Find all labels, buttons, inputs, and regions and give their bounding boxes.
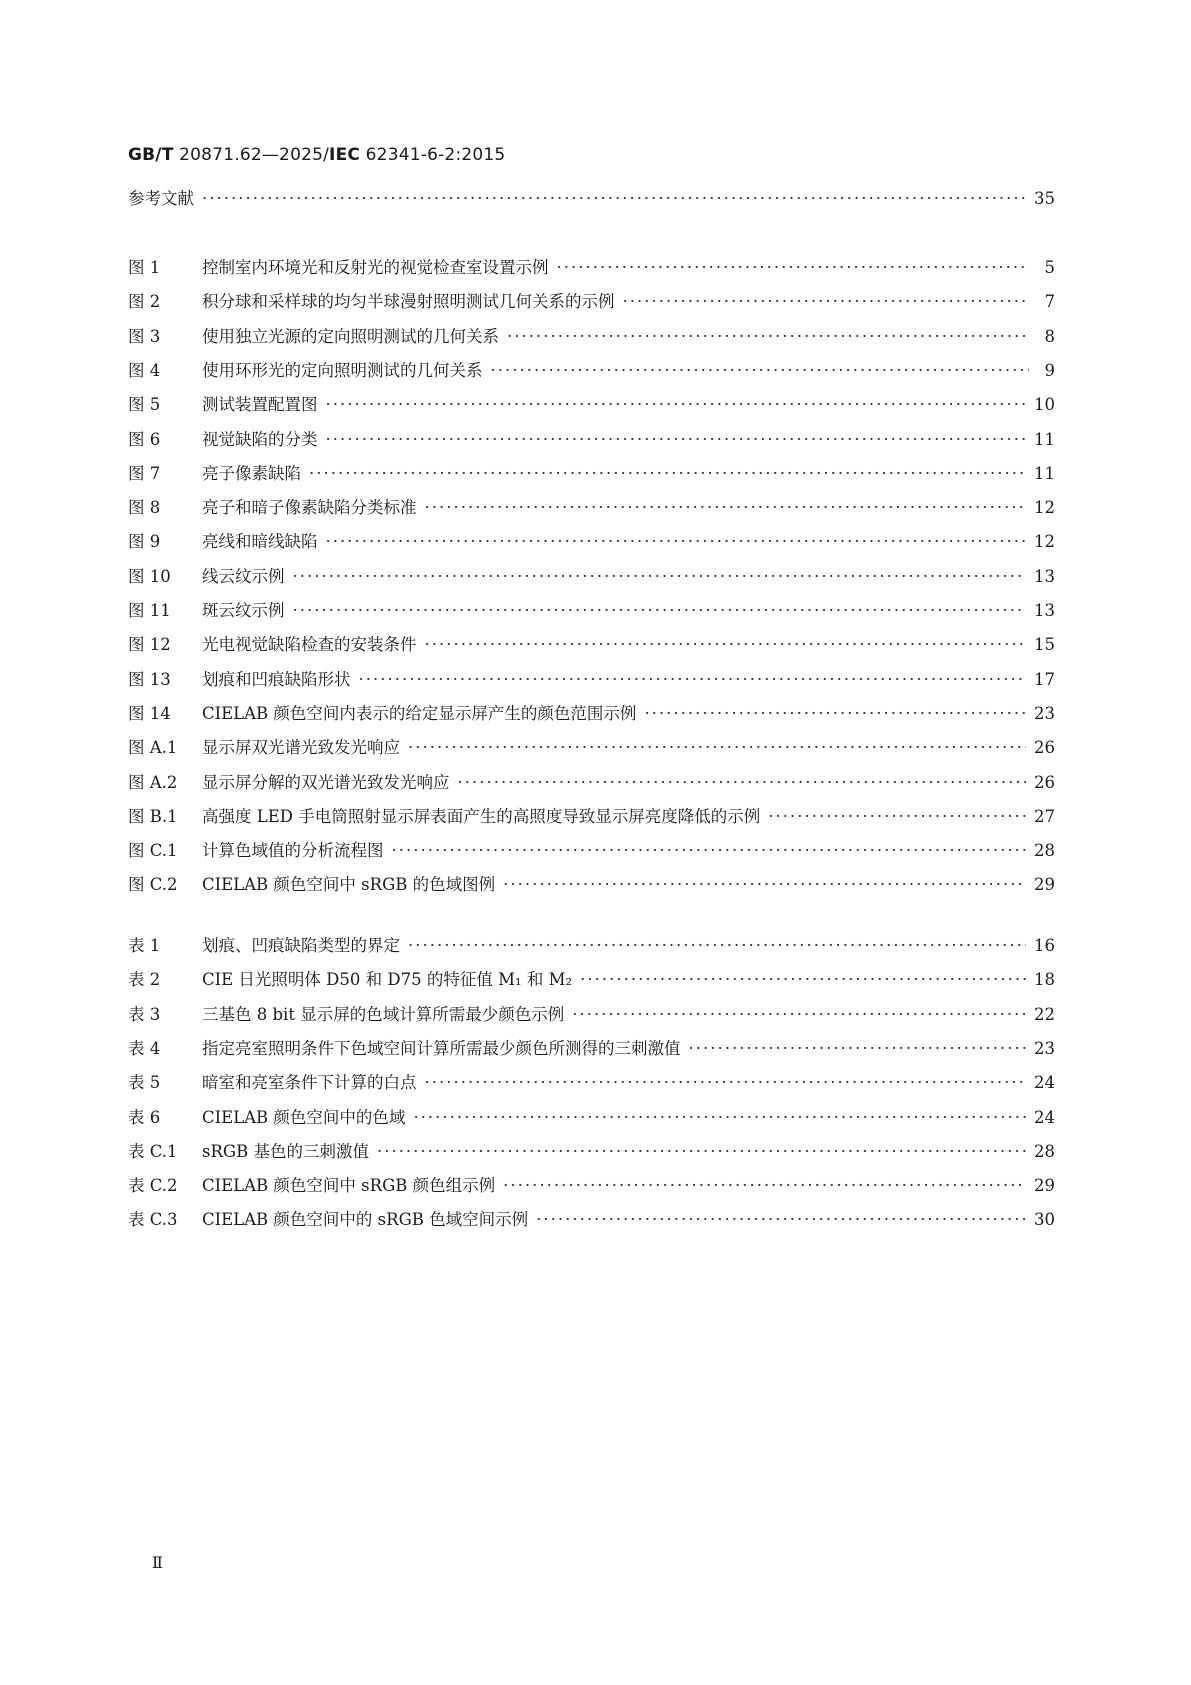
toc-entry-label: 图 11 <box>128 601 171 620</box>
leader-dots <box>768 807 1026 826</box>
toc-entry-page: 29 <box>1034 1176 1055 1196</box>
leader-dots <box>689 1039 1027 1058</box>
toc-entry-label: 图 A.1 <box>128 738 178 758</box>
toc-entry-title: 使用环形光的定向照明测试的几何关系 <box>202 360 483 380</box>
toc-entry-title: 视觉缺陷的分类 <box>202 429 318 449</box>
toc-entry[interactable] <box>128 1172 1055 1198</box>
toc-entry[interactable] <box>128 1138 1055 1164</box>
toc-entry[interactable] <box>128 769 1055 795</box>
toc-entry-page: 35 <box>1034 189 1055 208</box>
toc-entry-label: 图 12 <box>128 635 171 655</box>
toc-entry-page: 12 <box>1034 498 1055 518</box>
toc-entry-page: 8 <box>1044 326 1055 346</box>
toc-entry-page: 30 <box>1034 1210 1055 1230</box>
leader-dots <box>580 970 1026 989</box>
leader-dots <box>408 936 1026 955</box>
toc-entry-title: 划痕和凹痕缺陷形状 <box>202 669 351 689</box>
standard-prefix: GB/T <box>128 145 174 165</box>
leader-dots <box>507 327 1029 346</box>
leader-dots <box>503 875 1026 894</box>
leader-dots <box>293 601 1027 620</box>
toc-entry-title: 指定亮室照明条件下色域空间计算所需最少颜色所测得的三刺激值 <box>202 1038 681 1058</box>
toc-entry-page: 23 <box>1034 703 1055 723</box>
toc-entry-page: 17 <box>1034 669 1055 689</box>
document-header <box>128 145 505 165</box>
iec-code: 62341-6-2:2015 <box>360 145 506 165</box>
toc-entry-title: 积分球和采样球的均匀半球漫射照明测试几何关系的示例 <box>202 292 615 312</box>
toc-entry-page: 29 <box>1034 875 1055 895</box>
toc-entry[interactable] <box>128 1206 1055 1232</box>
toc-entry-title: 显示屏双光谱光致发光响应 <box>202 738 400 758</box>
leader-dots <box>503 1176 1026 1195</box>
leader-dots <box>377 1142 1026 1161</box>
toc-entry[interactable] <box>128 426 1055 452</box>
toc-entry-label: 表 1 <box>128 936 161 955</box>
toc-entry-label: 图 2 <box>128 292 161 312</box>
leader-dots <box>309 464 1026 483</box>
leader-dots <box>536 1210 1026 1229</box>
toc-entry-label: 图 C.1 <box>128 841 178 861</box>
leader-dots <box>557 258 1030 277</box>
toc-entry[interactable] <box>128 254 1055 280</box>
standard-code: 20871.62—2025/ <box>173 145 330 165</box>
toc-entry[interactable] <box>128 494 1055 520</box>
toc-entry-page: 11 <box>1034 463 1055 483</box>
toc-entry[interactable] <box>128 871 1055 897</box>
leader-dots <box>623 292 1030 311</box>
toc-entry-label: 图 13 <box>128 669 171 689</box>
toc-entry-title: 高强度 LED 手电筒照射显示屏表面产生的高照度导致显示屏亮度降低的示例 <box>202 806 761 826</box>
toc-entry-page: 10 <box>1034 395 1055 415</box>
toc-entry[interactable] <box>128 803 1055 829</box>
toc-entry[interactable] <box>128 966 1055 992</box>
toc-entry-label: 图 5 <box>128 395 161 415</box>
toc-entry[interactable] <box>128 932 1055 958</box>
toc-entry[interactable] <box>128 357 1055 383</box>
toc-entry-references[interactable] <box>128 185 1055 211</box>
toc-entry[interactable] <box>128 597 1055 623</box>
leader-dots <box>425 498 1027 517</box>
toc-entry-title: 光电视觉缺陷检查的安装条件 <box>202 635 417 655</box>
toc-entry-title: CIELAB 颜色空间中 sRGB 的色域图例 <box>202 875 496 895</box>
toc-entry-page: 24 <box>1034 1107 1055 1127</box>
leader-dots <box>413 1108 1026 1127</box>
toc-entry-title: 划痕、凹痕缺陷类型的界定 <box>202 936 400 955</box>
toc-entry-label: 图 14 <box>128 703 171 723</box>
leader-dots <box>293 567 1027 586</box>
leader-dots <box>458 773 1027 792</box>
toc-entry-label: 图 C.2 <box>128 875 178 895</box>
toc-entry-label: 表 C.3 <box>128 1210 178 1230</box>
toc-entry-label: 表 C.2 <box>128 1176 178 1196</box>
toc-entry-label: 表 3 <box>128 1004 161 1024</box>
toc-entry-label: 图 4 <box>128 360 161 380</box>
toc-entry-page: 24 <box>1034 1073 1055 1093</box>
toc-entry-page: 18 <box>1034 970 1055 990</box>
toc-entry-title: 使用独立光源的定向照明测试的几何关系 <box>202 326 499 346</box>
toc-entry[interactable] <box>128 1001 1055 1027</box>
toc-entry-title: sRGB 基色的三刺激值 <box>202 1141 369 1161</box>
page-number: Ⅱ <box>152 1553 163 1572</box>
toc-entry-label: 图 10 <box>128 566 171 586</box>
toc-entry-page: 16 <box>1034 936 1055 955</box>
toc-entry-label: 表 2 <box>128 970 161 990</box>
leader-dots <box>326 395 1027 414</box>
leader-dots <box>359 670 1027 689</box>
toc-entry-page: 27 <box>1034 806 1055 826</box>
leader-dots <box>572 1005 1026 1024</box>
toc-entry-title: CIELAB 颜色空间中的 sRGB 色域空间示例 <box>202 1210 529 1230</box>
toc-entry-title: 暗室和亮室条件下计算的白点 <box>202 1073 417 1093</box>
toc-entry[interactable] <box>128 323 1055 349</box>
toc-entry-page: 13 <box>1034 566 1055 586</box>
toc-entry-label: 图 A.2 <box>128 772 178 792</box>
toc-entry[interactable] <box>128 666 1055 692</box>
toc-entry-title: CIELAB 颜色空间内表示的给定显示屏产生的颜色范围示例 <box>202 703 637 723</box>
leader-dots <box>202 189 1026 208</box>
toc-entry-label: 表 4 <box>128 1038 161 1058</box>
leader-dots <box>644 704 1026 723</box>
toc-entry-title: 三基色 8 bit 显示屏的色域计算所需最少颜色示例 <box>202 1004 565 1024</box>
leader-dots <box>392 841 1027 860</box>
toc-entry-label: 图 9 <box>128 532 161 552</box>
toc-entry-title: 亮子和暗子像素缺陷分类标准 <box>202 498 417 518</box>
toc-entry-title: 斑云纹示例 <box>202 601 285 620</box>
toc-entry-page: 9 <box>1044 360 1055 380</box>
toc-entry-label: 图 3 <box>128 326 161 346</box>
toc-entry-title: 参考文献 <box>128 189 194 208</box>
toc-entry-label: 表 5 <box>128 1073 161 1093</box>
toc-entry-page: 5 <box>1044 258 1055 277</box>
toc-entry-page: 22 <box>1034 1004 1055 1024</box>
toc-entry-title: CIELAB 颜色空间中的色域 <box>202 1107 406 1127</box>
toc-entry[interactable] <box>128 837 1055 863</box>
leader-dots <box>425 1073 1027 1092</box>
toc-entry[interactable] <box>128 528 1055 554</box>
toc-entry-label: 图 1 <box>128 258 161 277</box>
toc-entry-title: 亮线和暗线缺陷 <box>202 532 318 552</box>
toc-entry[interactable] <box>128 288 1055 314</box>
leader-dots <box>408 738 1026 757</box>
toc-entry-title: 显示屏分解的双光谱光致发光响应 <box>202 772 450 792</box>
toc-entry-page: 23 <box>1034 1038 1055 1058</box>
toc-entry-page: 15 <box>1034 635 1055 655</box>
toc-entry-page: 7 <box>1044 292 1055 312</box>
iec-prefix: IEC <box>329 145 361 165</box>
leader-dots <box>326 532 1027 551</box>
toc-entry[interactable] <box>128 631 1055 657</box>
toc-entry-title: CIELAB 颜色空间中 sRGB 颜色组示例 <box>202 1176 496 1196</box>
toc-entry-label: 图 8 <box>128 498 161 518</box>
toc-entry[interactable] <box>128 734 1055 760</box>
toc-entry-label: 图 B.1 <box>128 806 178 826</box>
toc-entry[interactable] <box>128 1069 1055 1095</box>
toc-entry[interactable] <box>128 391 1055 417</box>
toc-entry[interactable] <box>128 460 1055 486</box>
toc-entry-page: 12 <box>1034 532 1055 552</box>
toc-entry-page: 28 <box>1034 1141 1055 1161</box>
leader-dots <box>491 361 1030 380</box>
toc-entry-page: 13 <box>1034 601 1055 620</box>
toc-entry-page: 26 <box>1034 738 1055 758</box>
toc-entry-title: 控制室内环境光和反射光的视觉检查室设置示例 <box>202 258 549 277</box>
toc-entry[interactable] <box>128 1035 1055 1061</box>
toc-entry-title: 测试装置配置图 <box>202 395 318 415</box>
toc-entry-title: 线云纹示例 <box>202 566 285 586</box>
toc-entry-title: CIE 日光照明体 D50 和 D75 的特征值 M₁ 和 M₂ <box>202 970 573 990</box>
toc-entry[interactable] <box>128 1104 1055 1130</box>
toc-entry-page: 11 <box>1034 429 1055 449</box>
toc-entry[interactable] <box>128 563 1055 589</box>
toc-entry-title: 计算色域值的分析流程图 <box>202 841 384 861</box>
toc-entry-page: 28 <box>1034 841 1055 861</box>
toc-entry-label: 表 6 <box>128 1107 161 1127</box>
toc-entry-label: 图 6 <box>128 429 161 449</box>
toc-entry-label: 图 7 <box>128 463 161 483</box>
toc-entry-page: 26 <box>1034 772 1055 792</box>
toc-entry[interactable] <box>128 700 1055 726</box>
toc-entry-label: 表 C.1 <box>128 1141 178 1161</box>
leader-dots <box>326 430 1027 449</box>
toc-entry-title: 亮子像素缺陷 <box>202 463 301 483</box>
leader-dots <box>425 635 1027 654</box>
